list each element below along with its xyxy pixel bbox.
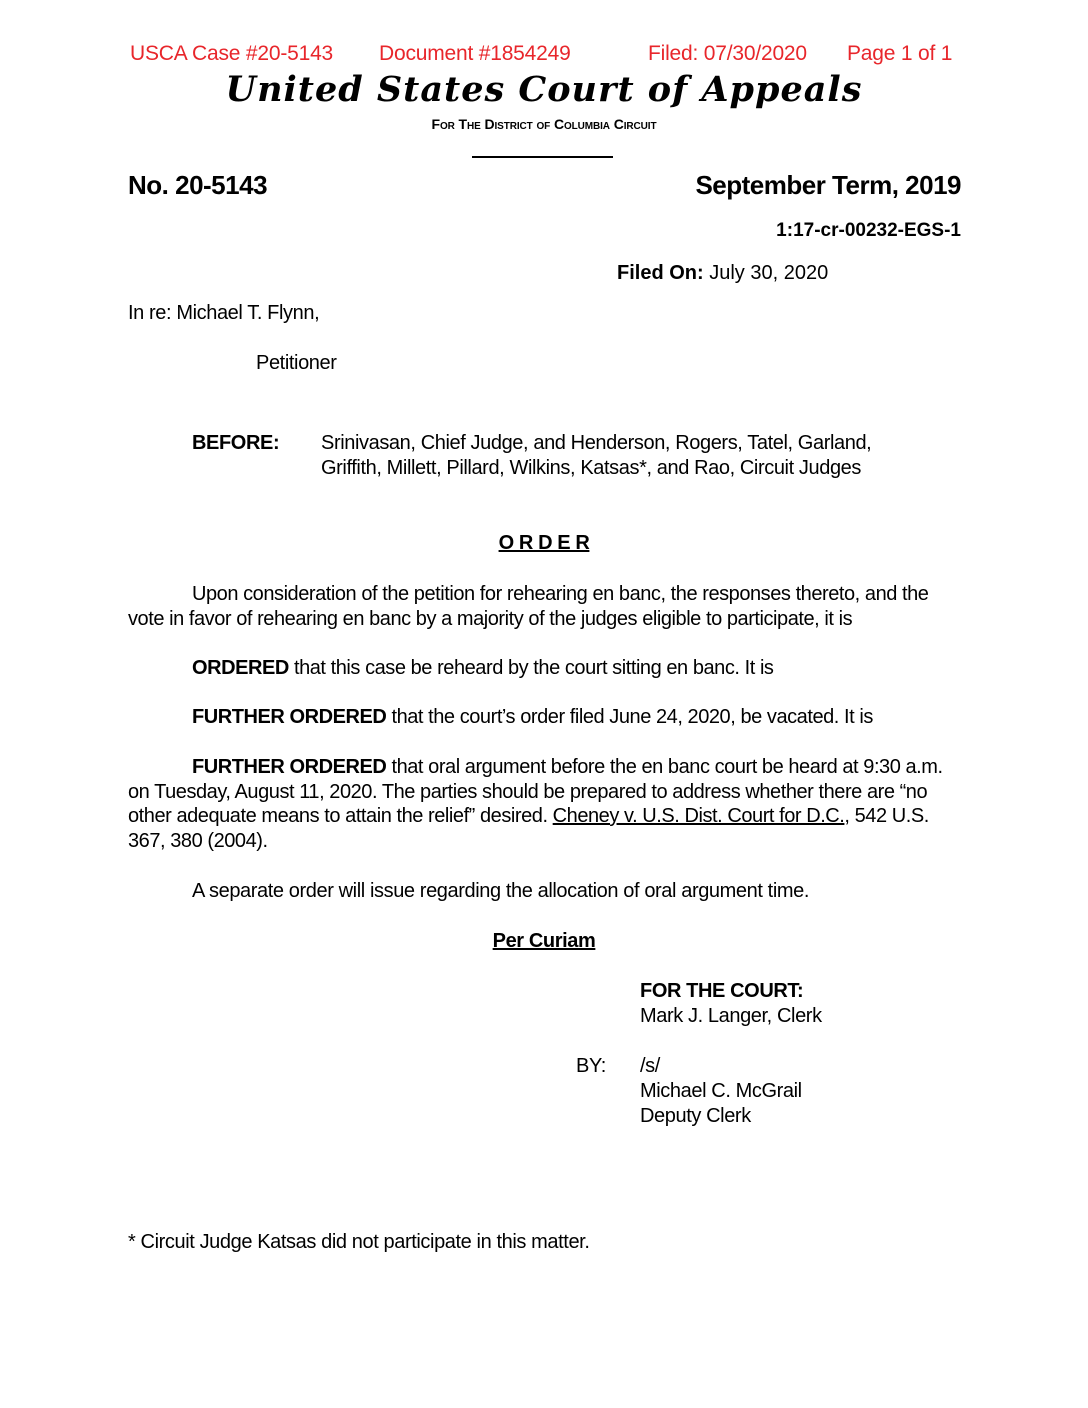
footnote: * Circuit Judge Katsas did not participate in this matter.: [128, 1231, 590, 1253]
court-name: United States Court of Appeals: [225, 69, 863, 110]
by-label: BY:: [576, 1055, 606, 1077]
stamp-filed-date: Filed: 07/30/2020: [648, 42, 807, 65]
panel-line-1: Srinivasan, Chief Judge, and Henderson, Rogers, Tatel, Garland,: [321, 432, 872, 454]
ordered-label: ORDERED: [192, 657, 289, 679]
filed-on-label: Filed On:: [617, 262, 704, 284]
for-the-court-label: FOR THE COURT:: [640, 980, 804, 1002]
order-paragraph-4: A separate order will issue regarding the allocation of oral argument time.: [192, 880, 810, 902]
panel-line-2: Griffith, Millett, Pillard, Wilkins, Katsas*, and Rao, Circuit Judges: [321, 457, 862, 479]
citation-reporter: , 542 U.S. 367, 380 (2004).: [128, 805, 929, 852]
further-ordered-label: FURTHER ORDERED: [192, 756, 387, 778]
docket-number: 1:17-cr-00232-EGS-1: [776, 220, 961, 241]
case-number: No. 20-5143: [128, 170, 268, 200]
deputy-clerk-title: Deputy Clerk: [640, 1105, 751, 1127]
per-curiam: Per Curiam: [492, 930, 596, 952]
order-paragraph-2: [128, 705, 958, 730]
order-paragraph-1: [128, 656, 958, 681]
further-ordered-label: FURTHER ORDERED: [192, 706, 387, 728]
filed-on: [617, 262, 828, 285]
in-re-party: In re: Michael T. Flynn,: [128, 302, 320, 324]
clerk-name: Mark J. Langer, Clerk: [640, 1005, 822, 1027]
deputy-clerk-name: Michael C. McGrail: [640, 1080, 802, 1102]
stamp-page-count: Page 1 of 1: [847, 42, 953, 65]
court-circuit: For The District of Columbia Circuit: [431, 116, 657, 132]
stamp-document-number: Document #1854249: [379, 42, 571, 65]
party-role: Petitioner: [256, 352, 337, 374]
order-title: O R D E R: [498, 532, 590, 554]
before-label: BEFORE:: [192, 432, 280, 454]
order-intro: Upon consideration of the petition for rehearing en banc, the responses thereto, and the vote in favor of rehearing en banc by a majority of the judges eligible to participate, it is: [128, 583, 929, 630]
header-divider: [472, 156, 613, 158]
order-paragraph-2-text: that the court’s order filed June 24, 2020, be vacated. It is: [386, 706, 873, 728]
order-paragraph-3-text: that oral argument before the en banc court be heard at 9:30 a.m. on Tuesday, August 11, 2020. The parties should be prepared to address whether there are “no other adequate means to attain the relief” desired.: [128, 756, 943, 827]
stamp-case-number: USCA Case #20-5143: [130, 42, 334, 65]
court-term: September Term, 2019: [695, 170, 961, 200]
case-citation: Cheney v. U.S. Dist. Court for D.C.: [552, 805, 845, 827]
filed-on-date: July 30, 2020: [709, 262, 829, 284]
signature-mark: /s/: [640, 1055, 660, 1077]
order-paragraph-3: [128, 755, 958, 853]
order-paragraph-1-text: that this case be reheard by the court sitting en banc. It is: [288, 657, 774, 679]
